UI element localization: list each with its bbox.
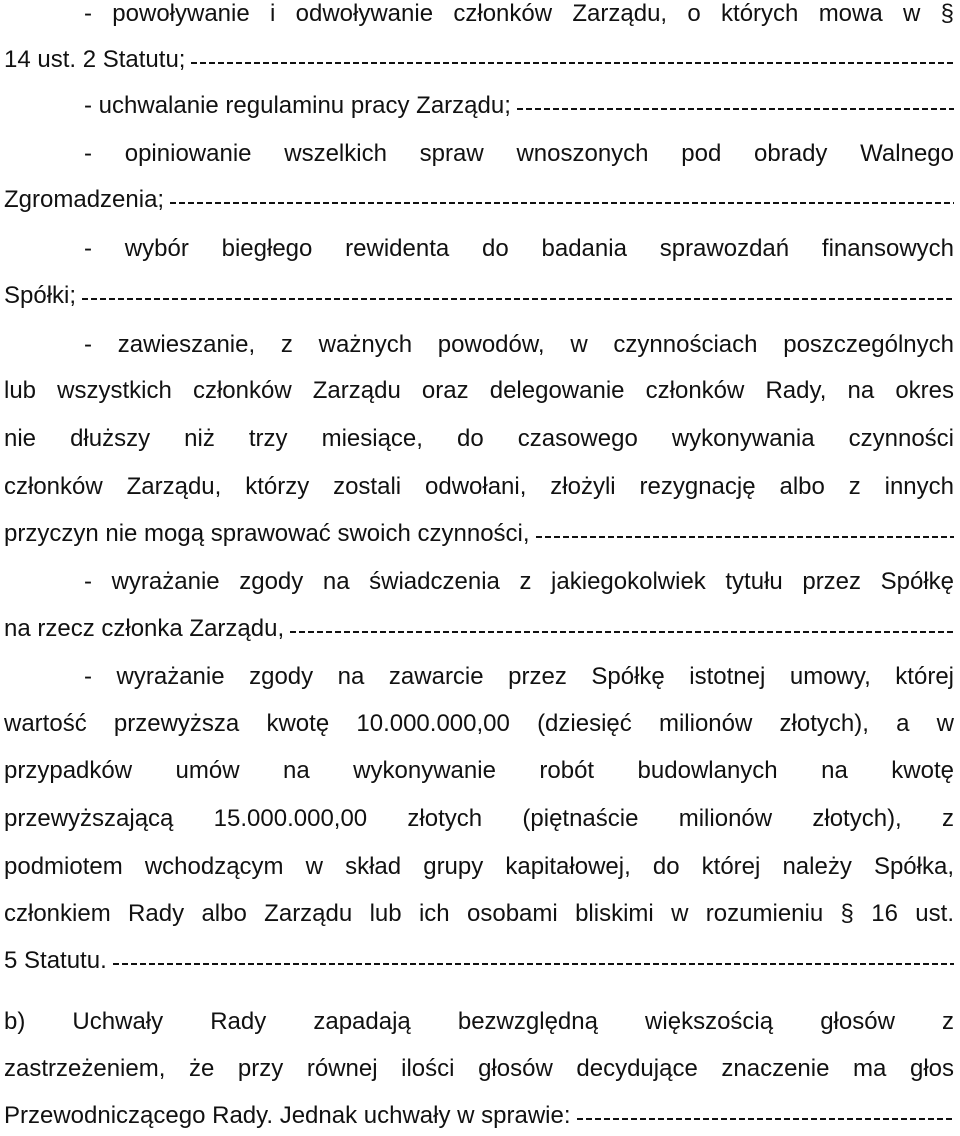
text-line-8: - zawieszanie, z ważnych powodów, w czynnościach poszczególnych: [84, 331, 954, 358]
text-line-11: członków Zarządu, którzy zostali odwołani, złożyli rezygnację albo z innych: [4, 473, 954, 500]
text-line-5: [4, 180, 954, 220]
text-line-14: [4, 609, 954, 649]
dash-filler: [517, 86, 954, 126]
line-text: 14 ust. 2 Statutu;: [4, 46, 186, 73]
text-line-6: - wybór biegłego rewidenta do badania sprawozdań finansowych: [84, 235, 954, 262]
text-line-15: - wyrażanie zgody na zawarcie przez Spółkę istotnej umowy, której: [84, 663, 954, 690]
text-line-20: członkiem Rady albo Zarządu lub ich osobami bliskimi w rozumieniu § 16 ust.: [4, 900, 954, 927]
dash-filler: [290, 609, 954, 649]
text-line-3: [84, 86, 954, 126]
dash-filler: [82, 276, 954, 316]
dash-filler: [577, 1096, 955, 1136]
text-line-16: wartość przewyższa kwotę 10.000.000,00 (dziesięć milionów złotych), a w: [4, 710, 954, 737]
line-text: - uchwalanie regulaminu pracy Zarządu;: [84, 92, 511, 119]
dash-filler: [536, 514, 954, 554]
text-line-17: przypadków umów na wykonywanie robót budowlanych na kwotę: [4, 757, 954, 784]
text-line-1: - powoływanie i odwoływanie członków Zarządu, o których mowa w §: [84, 0, 954, 27]
dash-filler: [191, 40, 954, 80]
text-line-7: [4, 276, 954, 316]
text-line-21: [4, 941, 954, 981]
text-line-22: b) Uchwały Rady zapadają bezwzględną większością głosów z: [4, 1008, 954, 1035]
line-text: Przewodniczącego Rady. Jednak uchwały w sprawie:: [4, 1102, 571, 1129]
text-line-13: - wyrażanie zgody na świadczenia z jakiegokolwiek tytułu przez Spółkę: [84, 568, 954, 595]
text-line-12: [4, 514, 954, 554]
text-line-2: [4, 40, 954, 80]
text-line-9: lub wszystkich członków Zarządu oraz delegowanie członków Rady, na okres: [4, 377, 954, 404]
text-line-19: podmiotem wchodzącym w skład grupy kapitałowej, do której należy Spółka,: [4, 853, 954, 880]
line-text: przyczyn nie mogą sprawować swoich czynności,: [4, 520, 530, 547]
text-line-23: zastrzeżeniem, że przy równej ilości głosów decydujące znaczenie ma głos: [4, 1055, 954, 1082]
line-text: Spółki;: [4, 282, 77, 309]
text-line-18: przewyższającą 15.000.000,00 złotych (piętnaście milionów złotych), z: [4, 805, 954, 832]
line-text: Zgromadzenia;: [4, 186, 165, 213]
text-line-10: nie dłuższy niż trzy miesiące, do czasowego wykonywania czynności: [4, 425, 954, 452]
text-line-24: [4, 1096, 954, 1136]
line-text: 5 Statutu.: [4, 947, 107, 974]
line-text: na rzecz członka Zarządu,: [4, 615, 285, 642]
dash-filler: [113, 941, 954, 981]
dash-filler: [170, 180, 954, 220]
text-line-4: - opiniowanie wszelkich spraw wnoszonych pod obrady Walnego: [84, 140, 954, 167]
